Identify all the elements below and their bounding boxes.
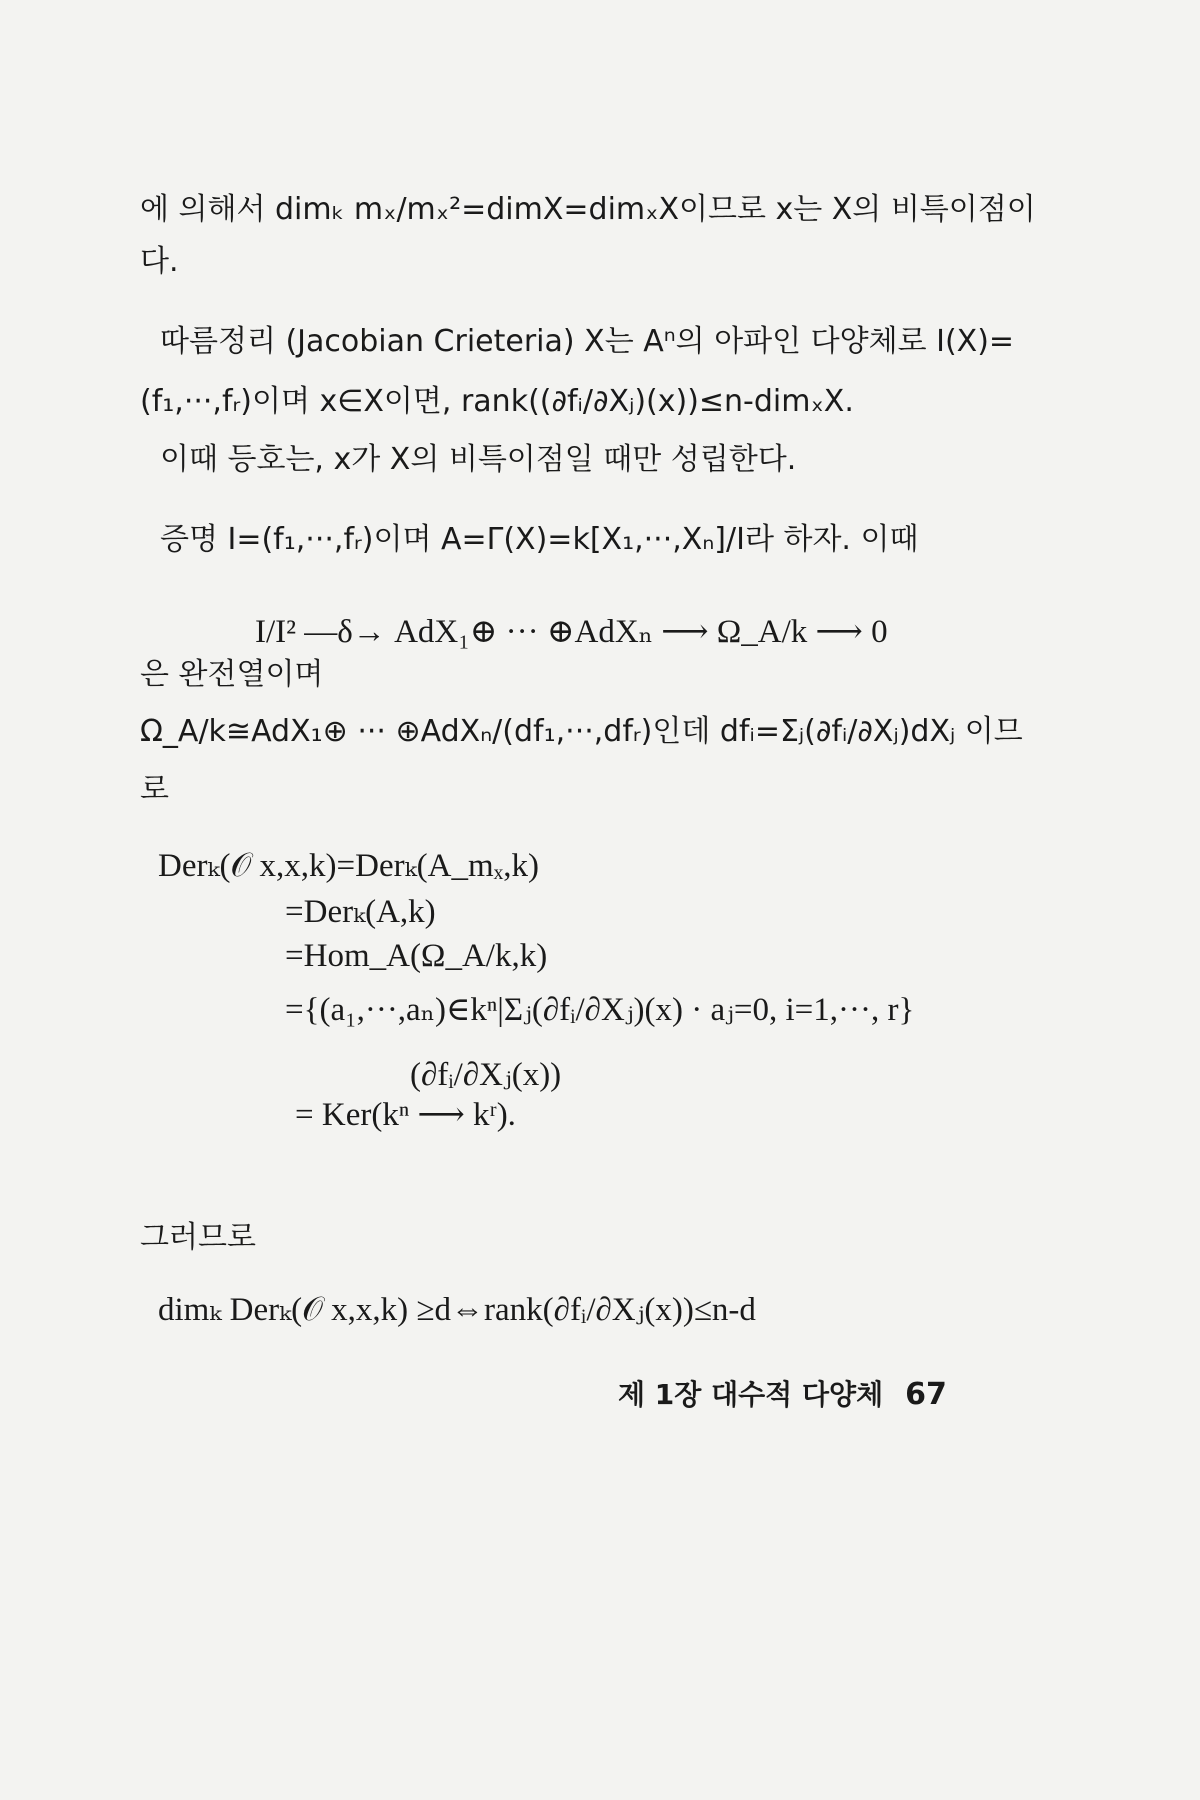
corollary-heading-line: 따름정리 (Jacobian Crieteria) X는 Aⁿ의 아파인 다양체로 I(X)= [160, 324, 1015, 359]
exact-sequence-caption: 은 완전열이며 [140, 657, 324, 692]
derivation-equation-1: Derₖ(𝒪 x,x,k)=Derₖ(A_mₓ,k) [158, 848, 539, 884]
text-line-continued: 로 [140, 772, 169, 807]
kernel-map-label: (∂fᵢ/∂Xⱼ(x)) [410, 1057, 562, 1093]
therefore-line: 그러므로 [140, 1220, 256, 1255]
page-number: 67 [905, 1377, 947, 1412]
derivation-equation-4: ={(a₁,···,aₙ)∈kⁿ|Σⱼ(∂fᵢ/∂Xⱼ)(x) · aⱼ=0, i=1,···, r} [285, 992, 915, 1028]
page-footer [618, 1375, 947, 1415]
exact-sequence: I/I² —δ→ AdX₁⊕ ··· ⊕AdXₙ ⟶ Ω_A/k ⟶ 0 [255, 614, 888, 650]
text-line-1: 에 의해서 dimₖ mₓ/mₓ²=dimX=dimₓX이므로 x는 X의 비특이점이 [140, 192, 1036, 227]
proof-line: 증명 I=(f₁,···,fᵣ)이며 A=Γ(X)=k[X₁,···,Xₙ]/I라 하자. 이때 [160, 522, 919, 557]
text-line-2: 다. [140, 244, 179, 279]
derivation-equation-3: =Hom_A(Ω_A/k,k) [285, 938, 548, 974]
chapter-title: 제 1장 대수적 다양체 [618, 1378, 884, 1411]
differential-module-line: Ω_A/k≅AdX₁⊕ ··· ⊕AdXₙ/(df₁,···,dfᵣ)인데 dfᵢ=Σⱼ(∂fᵢ/∂Xⱼ)dXⱼ 이므 [140, 714, 1023, 749]
derivation-equation-5: = Ker(kⁿ ⟶ kʳ). [295, 1097, 516, 1133]
corollary-equality-line: 이때 등호는, x가 X의 비특이점일 때만 성립한다. [160, 442, 797, 477]
final-equivalence: dimₖ Derₖ(𝒪 x,x,k) ≥d⇔rank(∂fᵢ/∂Xⱼ(x))≤n-d [158, 1292, 756, 1328]
corollary-rank-line: (f₁,···,fᵣ)이며 x∈X이면, rank((∂fᵢ/∂Xⱼ)(x))≤n-dimₓX. [140, 384, 854, 419]
derivation-equation-2: =Derₖ(A,k) [285, 894, 436, 930]
